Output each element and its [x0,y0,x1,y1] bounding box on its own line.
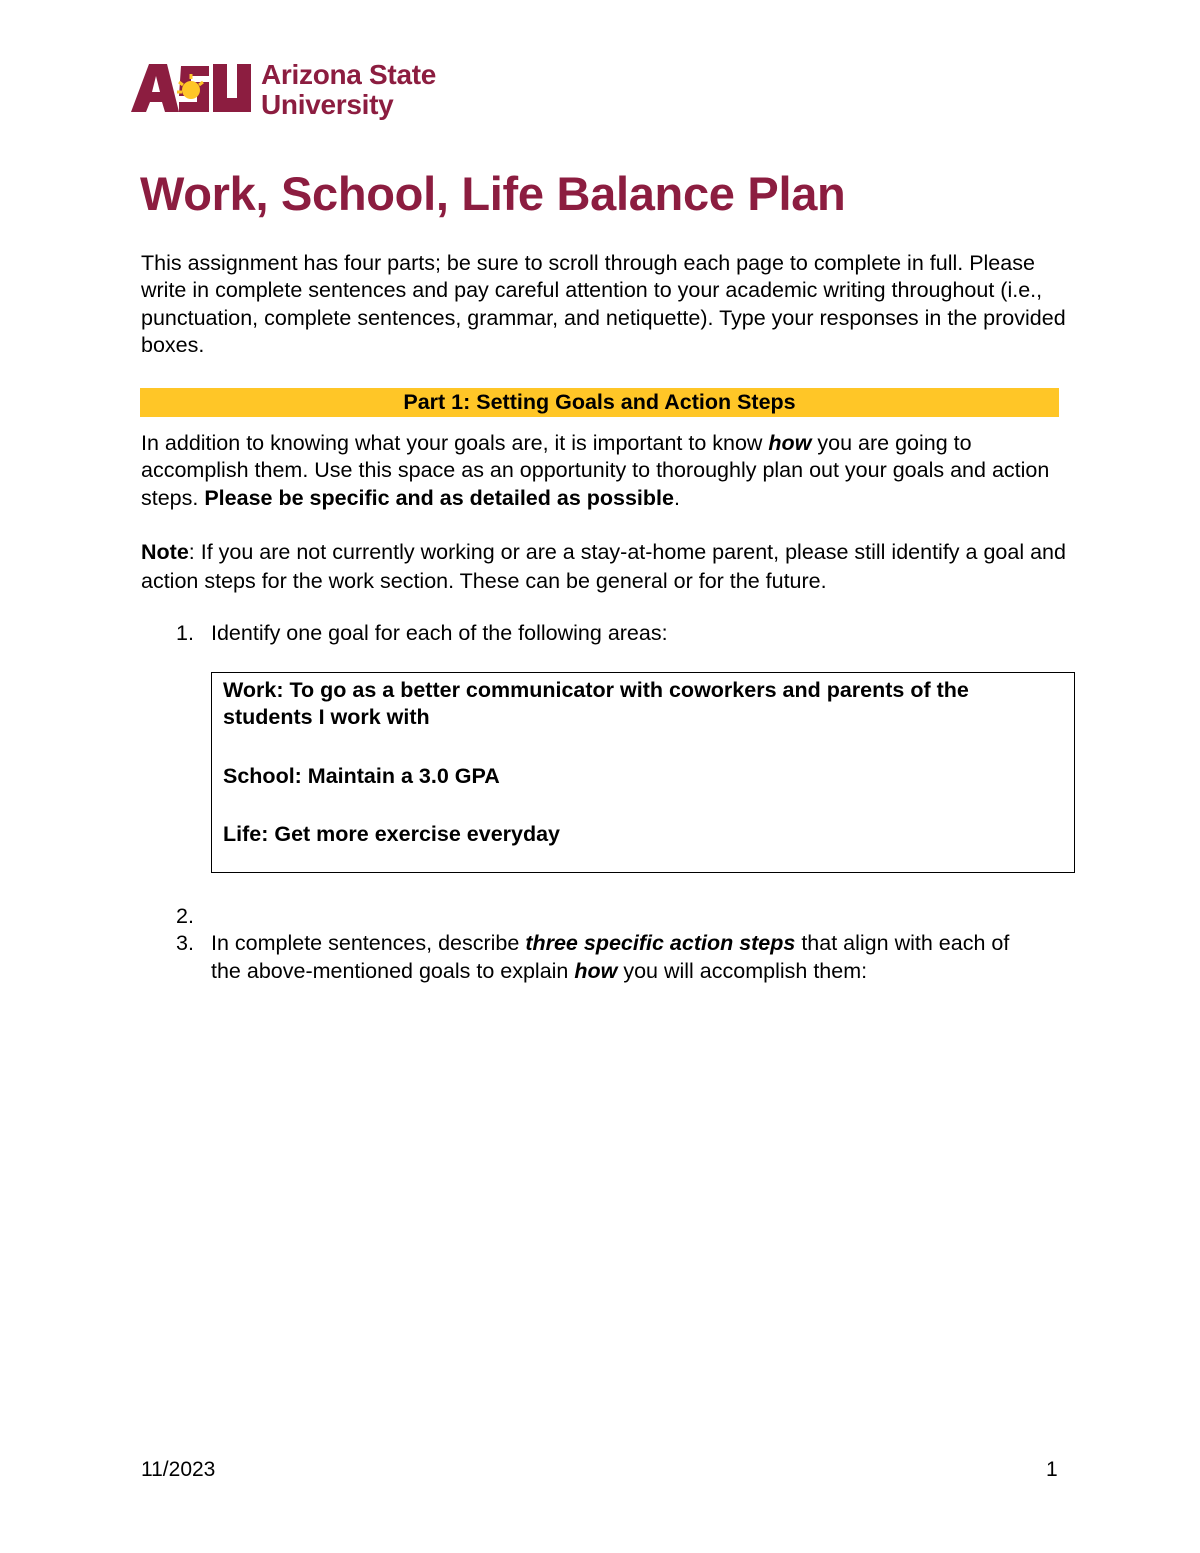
note-text: : If you are not currently working or are a stay-at-home parent, please still identify a goal and action steps for the work section. These can be general or for the future. [141,540,1066,593]
list-number-3: 3. [176,931,194,955]
list-item-3-text [211,930,1031,985]
item3-text-a: In complete sentences, describe [211,931,526,955]
part1-para-how: how [768,431,812,455]
logo-line-1: Arizona State [261,59,437,90]
item3-text-b: that align with each of the above-mentioned goals to explain [211,931,1010,983]
goals-response-box[interactable] [211,672,1075,873]
list-number-1: 1. [176,621,194,645]
logo-line-2: University [261,89,394,120]
list-number-2: 2. [176,904,194,928]
intro-paragraph: This assignment has four parts; be sure to scroll through each page to complete in full. Please write in complete sentences and pay careful attention to your academic writing throughout (i.e., punctuation, complete sentences, grammar, and netiquette). Type your responses in the provided boxes. [141,251,1066,357]
item3-how: how [574,958,618,983]
note-label: Note [141,540,189,564]
asu-sunburst-logo-icon [131,60,255,124]
part1-para-b: you are going to accomplish them. Use this space as an opportunity to thoroughly plan out your goals and action steps. [141,431,1050,510]
item3-text-c: you will accomplish them: [617,958,868,983]
footer-page-number: 1 [1046,1458,1058,1481]
footer-date: 11/2023 [141,1458,216,1481]
part1-heading-bar [140,388,1059,417]
goal-life: Life: Get more exercise everyday [223,822,561,846]
item3-bold: three specific action steps [525,931,796,955]
goal-school: School: Maintain a 3.0 GPA [223,764,500,788]
part1-heading: Part 1: Setting Goals and Action Steps [403,390,796,414]
page-title: Work, School, Life Balance Plan [140,167,846,220]
goal-work: Work: To go as a better communicator with coworkers and parents of the students I work with [223,678,969,729]
note-paragraph [141,538,1081,595]
goal-spacer-2 [223,790,1063,821]
asu-logo [131,60,451,124]
part1-para-end: . [673,485,680,510]
part1-para-a: In addition to knowing what your goals are, it is important to know [141,431,769,455]
asu-wordmark [261,60,436,120]
goal-spacer-1 [223,731,1063,763]
part1-para-bold: Please be specific and as detailed as possible [204,485,674,510]
part1-paragraph [141,430,1071,512]
list-item-1-text: Identify one goal for each of the following areas: [211,621,668,645]
